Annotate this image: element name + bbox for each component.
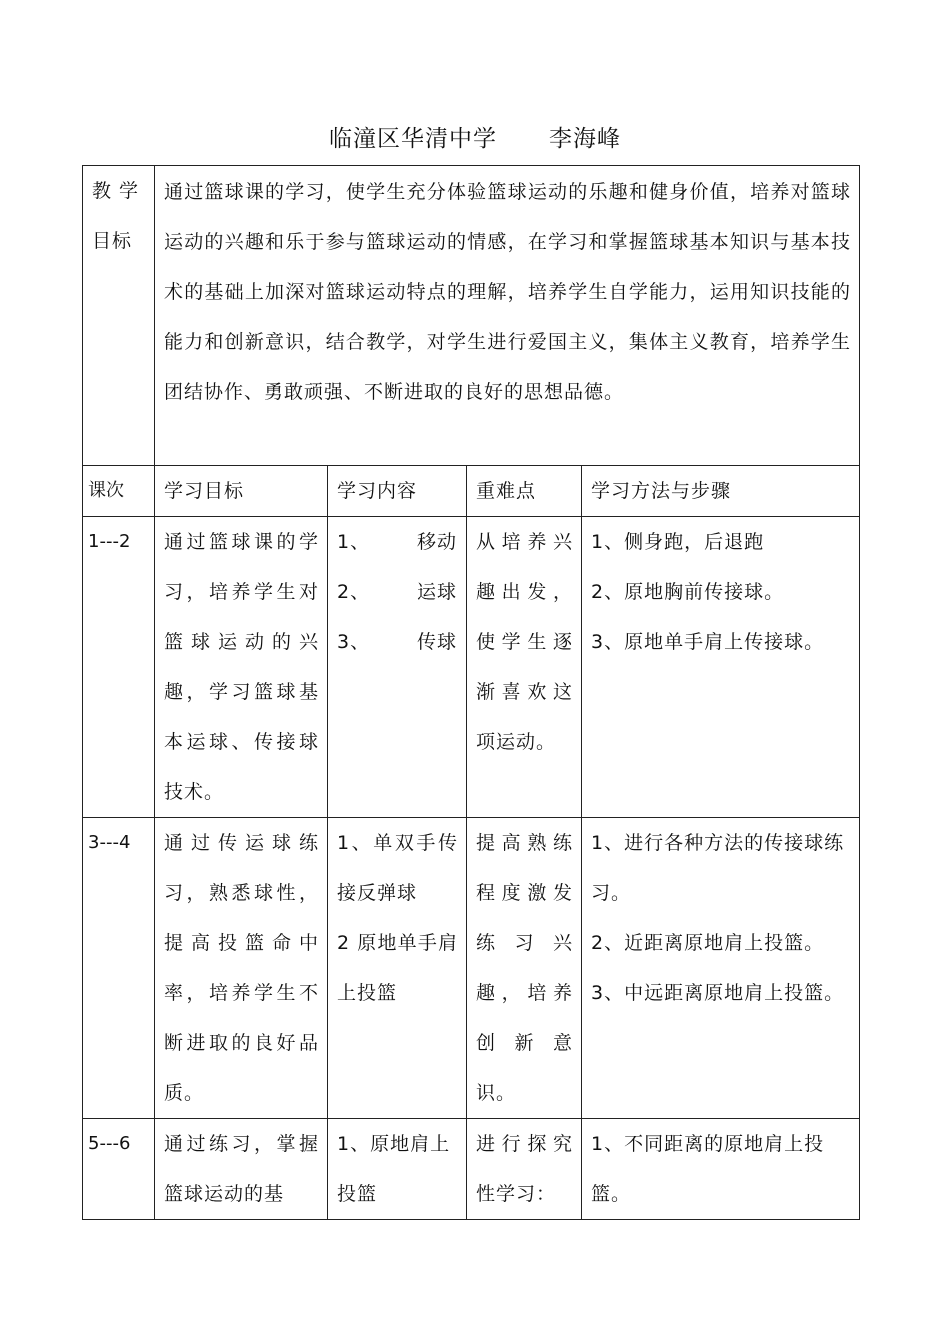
lesson-goal: 通过篮球课的学习，培养学生对篮球运动的兴趣，学习篮球基本运球、传接球技术。 <box>155 517 328 818</box>
method-step: 1、不同距离的原地肩上投篮。 <box>591 1133 825 1205</box>
column-header-content: 学习内容 <box>328 466 467 517</box>
column-header-focus: 重难点 <box>467 466 582 517</box>
lesson-focus: 进行探究性学习： <box>467 1119 582 1220</box>
column-header-lesson: 课次 <box>83 466 155 517</box>
lesson-number: 3---4 <box>83 818 155 1119</box>
content-item-text: 运球 <box>416 581 457 603</box>
content-item-text: 传球 <box>416 631 457 653</box>
method-step: 3、中远距离原地肩上投篮。 <box>591 982 845 1004</box>
lesson-number: 5---6 <box>83 1119 155 1220</box>
objectives-text: 通过篮球课的学习，使学生充分体验篮球运动的乐趣和健身价值，培养对篮球运动的兴趣和乐于参与篮球运动的情感，在学习和掌握篮球基本知识与基本技术的基础上加深对篮球运动特点的理解，培养学生自学能力，运用知识技能的能力和创新意识，结合教学，对学生进行爱国主义，集体主义教育，培养学生团结协作、勇敢顽强、不断进取的良好的思想品德。 <box>155 166 860 466</box>
objectives-label-line1: 教 学 <box>92 180 140 202</box>
method-step: 2、原地胸前传接球。 <box>591 581 785 603</box>
lesson-focus: 从培养兴趣出发，使学生逐渐喜欢这项运动。 <box>467 517 582 818</box>
table-row <box>83 818 860 1119</box>
table-row <box>83 517 860 818</box>
objectives-row <box>83 166 860 466</box>
objectives-label <box>83 166 155 466</box>
lesson-focus: 提高熟练程度激发练习兴趣，培养创新意识。 <box>467 818 582 1119</box>
author-name: 李海峰 <box>549 126 621 152</box>
content-item-number: 1、 <box>337 531 371 553</box>
content-item <box>337 517 458 567</box>
method-step: 1、进行各种方法的传接球练习。 <box>591 832 845 904</box>
method-step: 1、侧身跑，后退跑 <box>591 531 765 553</box>
lesson-content <box>328 1119 467 1220</box>
lesson-methods <box>582 818 860 1119</box>
lesson-content <box>328 517 467 818</box>
document-header <box>0 122 950 156</box>
content-line: 1、原地肩上投篮 <box>337 1133 451 1205</box>
lesson-methods <box>582 1119 860 1220</box>
objectives-label-line2: 目标 <box>92 230 133 252</box>
content-line: 2 原地单手肩上投篮 <box>337 932 458 1004</box>
content-item <box>337 617 458 667</box>
content-line: 1、单双手传接反弹球 <box>337 832 458 904</box>
column-header-methods: 学习方法与步骤 <box>582 466 860 517</box>
lesson-plan-table <box>82 165 860 1220</box>
method-step: 3、原地单手肩上传接球。 <box>591 631 825 653</box>
table-row <box>83 1119 860 1220</box>
lesson-goal: 通过传运球练习，熟悉球性，提高投篮命中率，培养学生不断进取的良好品质。 <box>155 818 328 1119</box>
lesson-content <box>328 818 467 1119</box>
school-name: 临潼区华清中学 <box>329 126 497 152</box>
lesson-methods <box>582 517 860 818</box>
method-step: 2、近距离原地肩上投篮。 <box>591 932 825 954</box>
header-row <box>83 466 860 517</box>
column-header-goal: 学习目标 <box>155 466 328 517</box>
content-item-number: 3、 <box>337 631 371 653</box>
content-item-text: 移动 <box>416 531 457 553</box>
lesson-number: 1---2 <box>83 517 155 818</box>
content-item-number: 2、 <box>337 581 371 603</box>
lesson-goal: 通过练习，掌握篮球运动的基 <box>155 1119 328 1220</box>
content-item <box>337 567 458 617</box>
